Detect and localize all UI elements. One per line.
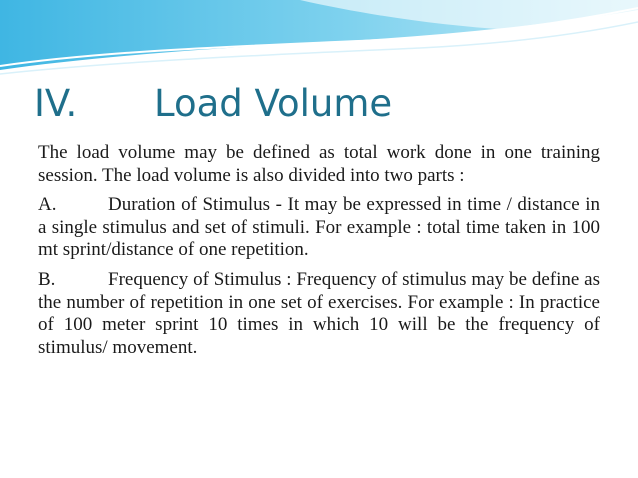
point-b-label: B.: [38, 268, 56, 290]
point-a-text: Duration of Stimulus - It may be expressed in time / distance in a single stimulus and set of stimuli. For example : total time taken in 100 mt sprint/distance of one repetition.: [38, 194, 600, 261]
slide-body: [38, 142, 600, 366]
point-a-paragraph: [38, 194, 600, 262]
header-wave-decoration: [0, 0, 638, 80]
point-b-text: Frequency of Stimulus : Frequency of stimulus may be define as the number of repetition in one set of exercises. For example : In practice of 100 meter sprint 10 times in which 10 will be the frequency of stimulus/ movement.: [38, 268, 600, 358]
title-text: Load Volume: [154, 82, 393, 125]
title-number: IV.: [34, 82, 78, 125]
slide-title: [34, 80, 392, 128]
point-b-paragraph: [38, 269, 600, 359]
intro-paragraph: The load volume may be defined as total work done in one training session. The load volume is also divided into two parts :: [38, 142, 600, 186]
point-a-label: A.: [38, 194, 57, 216]
